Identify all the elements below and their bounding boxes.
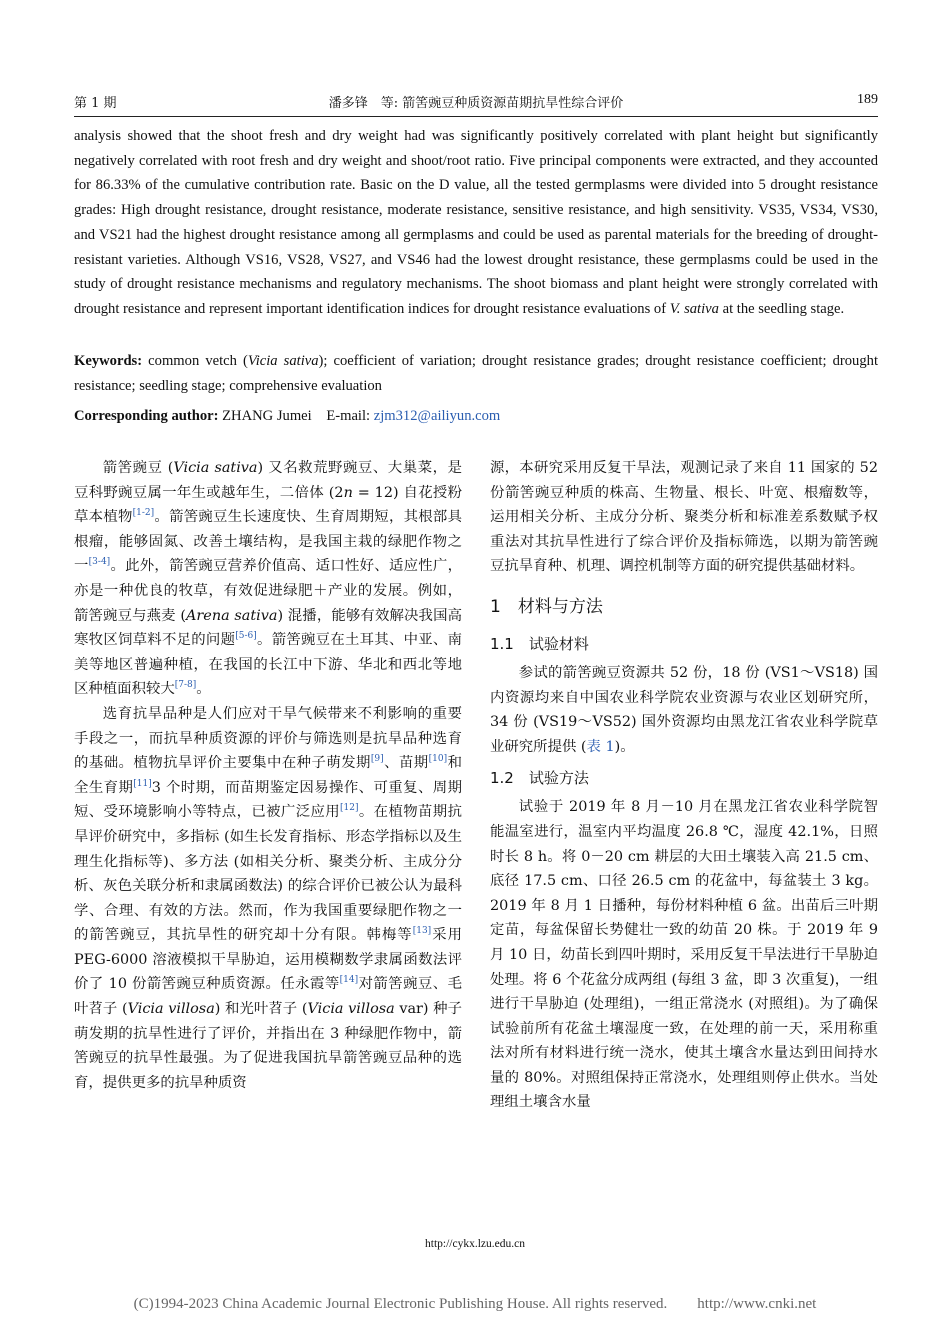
page-number: 189 (857, 92, 878, 107)
author-name: ZHANG Jumei (218, 408, 312, 424)
materials-paragraph: 参试的箭筈豌豆资源共 52 份，18 份 (VS1～VS18) 国内资源均来自中国农业科学院农业资源与农业区划研究所，34 份 (VS19～VS52) 国外资源均由黑龙江省农业科学院草业研究所提供 (表 1)。 (490, 664, 878, 755)
intro-paragraph-2: 选育抗旱品种是人们应对干旱气候带来不利影响的重要手段之一，而抗旱种质资源的评价与筛选则是抗旱品种选育的基础。植物抗旱评价主要集中在种子萌发期[9]、苗期[10]和全生育期[11]3 个时期，而苗期鉴定因易操作、可重复、周期短、受环境影响小等特点，已被广泛应用[12]。在植物苗期抗旱评价研究中，多指标 (如生长发育指标、形态学指标以及生理生化指标等)、多方法 (如相关分析、聚类分析、主成分分析、灰色关联分析和隶属函数法) 的综合评价已被公认为最科学、合理、有效的方法。然而，作为我国重要绿肥作物之一的箭筈豌豆，其抗旱性的研究却十分有限。韩梅等[13]采用 PEG-6000 溶液模拟干旱胁迫，运用模糊数学隶属函数法评价了 10 份箭筈豌豆种质资源。任永霞等[14]对箭筈豌豆、毛叶苕子 (Vicia villosa) 和光叶苕子 (Vicia villosa var) 种子萌发期的抗旱性进行了评价，并指出在 3 种绿肥作物中，箭筈豌豆的抗旱性最强。为了促进我国抗旱箭筈豌豆品种的选育，提供更多的抗旱种质资 (74, 705, 463, 1091)
left-column (74, 456, 462, 1095)
methods-paragraph: 试验于 2019 年 8 月－10 月在黑龙江省农业科学院智能温室进行，温室内平均温度 26.8 ℃，湿度 42.1%，日照时长 8 h。将 0－20 cm 耕层的大田土壤装入高 21.5 cm、底径 17.5 cm、口径 26.5 cm 的花盆中，每盆装土 3 kg。2019 年 8 月 1 日播种，每份材料种植 6 盆。出苗后三叶期定苗，每盆保留长势健壮一致的幼苗 20 株。于 2019 年 9 月 10 日，幼苗长到四叶期时，采用反复干旱法进行干旱胁迫处理。将 6 个花盆分成两组 (每组 3 盆，即 3 次重复)，一组进行干旱胁迫 (处理组)，一组正常浇水 (对照组)。为了确保试验前所有花盆土壤湿度一致，在处理的前一天，采用称重法对所有材料进行统一浇水，使其土壤含水量达到田间持水量的 80%。对照组保持正常浇水，处理组则停止供水。当处理组土壤含水量 (490, 799, 878, 1111)
subsection-heading-materials: 1.1 试验材料 (490, 634, 589, 653)
running-header (74, 92, 878, 112)
keywords-label: Keywords: (74, 353, 143, 369)
intro-paragraph-continued: 源，本研究采用反复干旱法，观测记录了来自 11 国家的 52 份箭筈豌豆种质的株高、生物量、根长、叶宽、根瘤数等，运用相关分析、主成分分析、聚类分析和标准差系数赋予权重法对其抗旱性进行了综合评价及指标筛选，以期为箭筈豌豆抗旱育种、机理、调控机制等方面的研究提供基础材料。 (490, 460, 878, 575)
email-label: E-mail: (326, 408, 371, 424)
citation-link[interactable]: [14] (339, 975, 359, 986)
subsection-heading-methods: 1.2 试验方法 (490, 769, 589, 788)
citation-link[interactable]: [11] (133, 778, 152, 789)
corresponding-label: Corresponding author: (74, 408, 219, 424)
header-rule (74, 116, 878, 117)
right-column (490, 456, 878, 1115)
citation-link[interactable]: [3-4] (88, 557, 111, 568)
email-link[interactable]: zjm312@ailiyun.com (373, 408, 501, 424)
citation-link[interactable]: [7-8] (174, 680, 197, 691)
intro-paragraph-1: 箭筈豌豆 (Vicia sativa) 又名救荒野豌豆、大巢菜，是豆科野豌豆属一年生或越年生，二倍体 (2n = 12) 自花授粉草本植物[1-2]。箭筈豌豆生长速度快、生育周期短，其根部具根瘤，能够固氮、改善土壤结构，是我国主栽的绿肥作物之一[3-4]。此外，箭筈豌豆营养价值高、适口性好、适应性广，亦是一种优良的牧草，有效促进绿肥＋产业的发展。例如，箭筈豌豆与燕麦 (Arena sativa) 混播，能够有效解决我国高寒牧区饲草料不足的问题[5-6]。箭筈豌豆在土耳其、中亚、南美等地区普遍种植，在我国的长江中下游、华北和西北等地区种植面积较大[7-8]。 (74, 460, 462, 698)
citation-link[interactable]: [1-2] (132, 508, 155, 519)
running-title: 潘多锋 等: 箭筈豌豆种质资源苗期抗旱性综合评价 (328, 96, 624, 111)
citation-link[interactable]: [9] (370, 754, 384, 765)
species-name: V. sativa (669, 300, 719, 317)
table-1-link[interactable]: 表 1 (586, 738, 615, 755)
citation-link[interactable]: [10] (428, 754, 448, 765)
journal-url[interactable]: http://cykx.lzu.edu.cn (425, 1238, 525, 1250)
abstract-text: analysis showed that the shoot fresh and dry weight had was significantly positively correlated with plant height but significantly negatively correlated with root fresh and dry weight and shoot/root ratio. Five principal components were extracted, and they accounted for 86.33% of the cumulative contribution rate. Basic on the D value, all the tested germplasms were divided into 5 drought resistance grades: High drought resistance, drought resistance, moderate resistance, sensitive resistance, and high sensitivity. VS35, VS34, VS30, and VS21 had the highest drought resistance among all germplasms and could be used as parental materials for the breeding of drought-resistant varieties. Although VS16, VS28, VS27, and VS46 had the lowest drought resistance, these germplasms could be used in the study of drought resistance mechanisms and regulatory mechanisms. The shoot biomass and plant height were strongly correlated with drought resistance and represent important identification indices for drought resistance evaluations of V. sativa at the seedling stage. (74, 128, 878, 317)
citation-link[interactable]: [5-6] (235, 631, 257, 642)
copyright-notice: (C)1994-2023 China Academic Journal Electronic Publishing House. All rights reserved. http://www.cnki.net (133, 1296, 817, 1312)
citation-link[interactable]: [13] (412, 926, 432, 937)
corresponding-author (74, 404, 878, 428)
keywords: Keywords: common vetch (Vicia sativa); coefficient of variation; drought resistance grades; drought resistance coefficient; drought resistance; seedling stage; comprehensive evaluation (74, 353, 878, 394)
section-heading-methods: 1 材料与方法 (490, 596, 603, 617)
issue-number: 第 1 期 (74, 96, 117, 111)
citation-link[interactable]: [12] (340, 803, 359, 814)
